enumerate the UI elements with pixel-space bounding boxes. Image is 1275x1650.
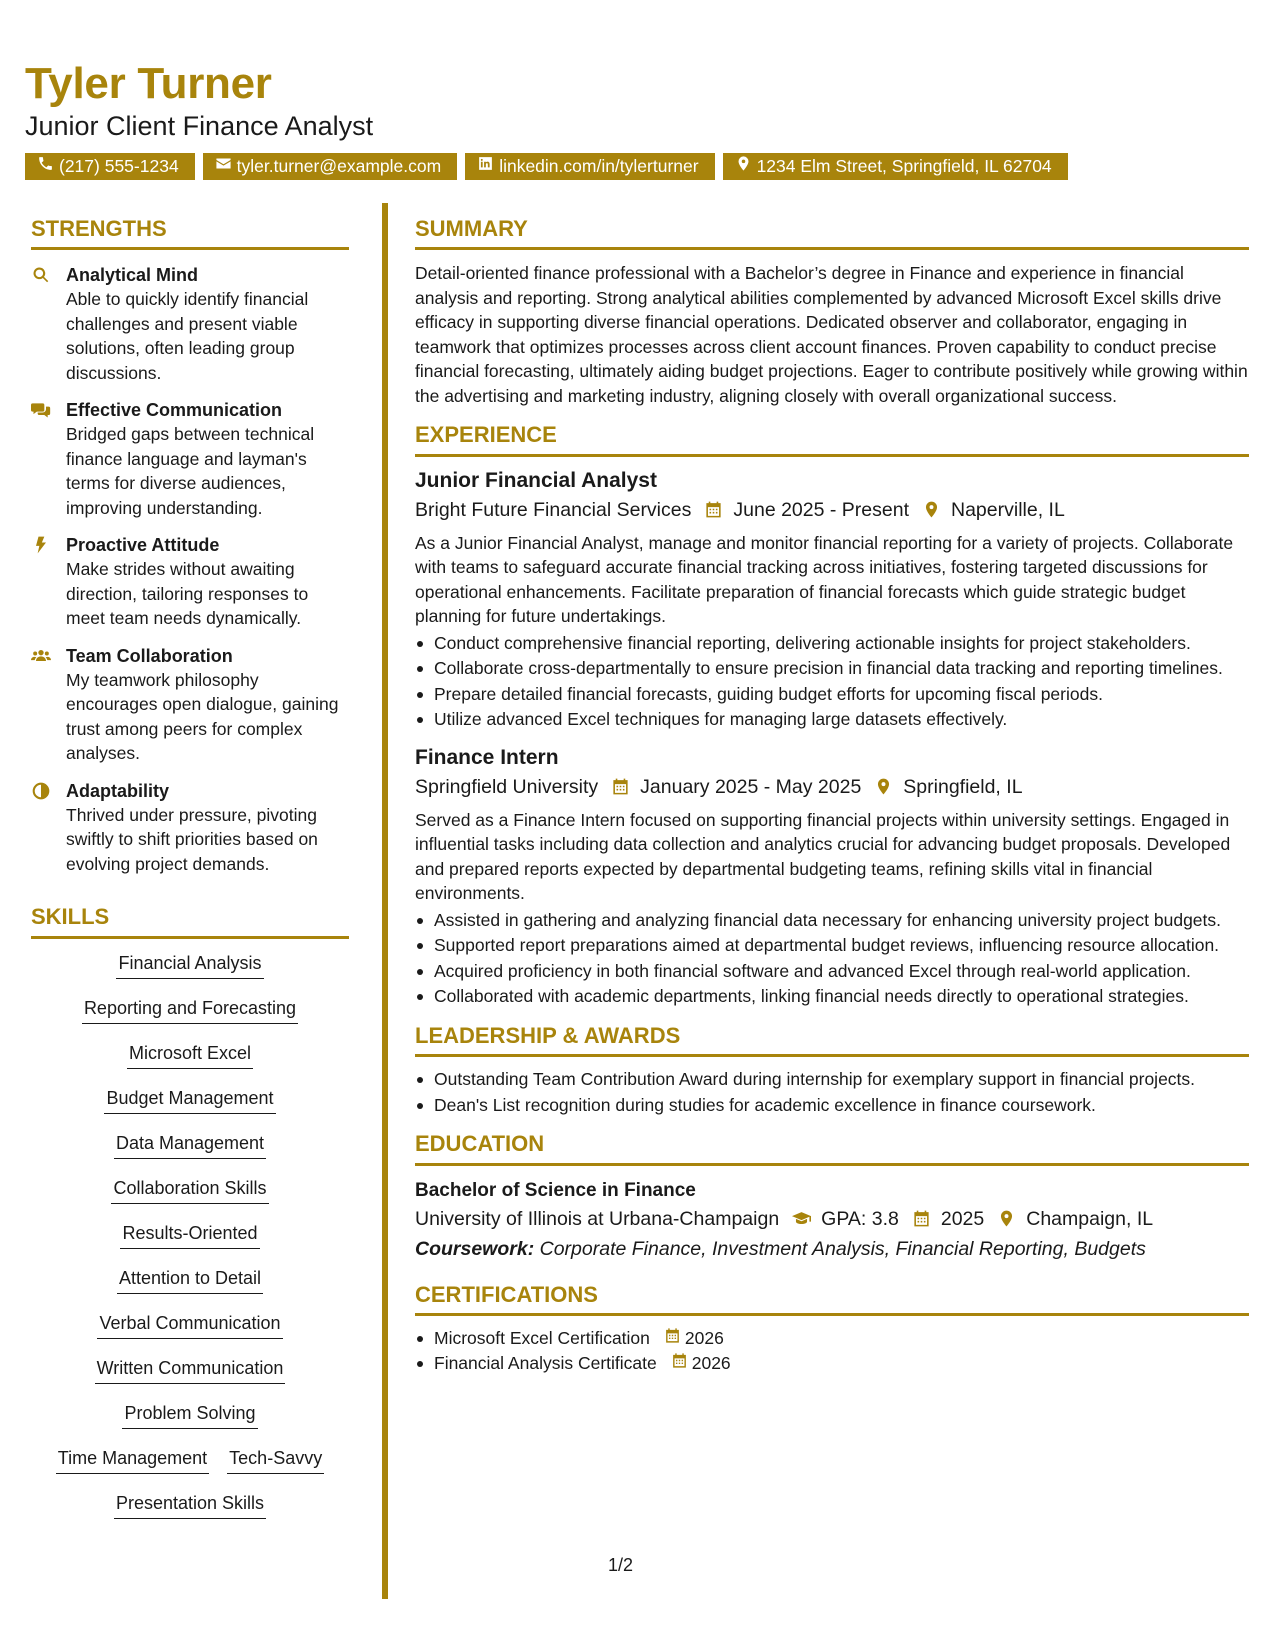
- skill-tag: Problem Solving: [122, 1401, 257, 1429]
- strengths-heading: STRENGTHS: [31, 216, 349, 250]
- cert-item: [415, 1351, 1249, 1376]
- team-users-icon: [31, 644, 53, 766]
- contact-email-text: tyler.turner@example.com: [236, 155, 442, 176]
- contact-bar: [25, 153, 1255, 180]
- job-dates: June 2025 - Present: [733, 498, 909, 521]
- strength-desc: Make strides without awaiting direction, tailoring responses to meet team needs dynamically.: [66, 559, 309, 629]
- phone-icon: [37, 155, 54, 177]
- certifications-list: [415, 1326, 1249, 1376]
- leadership-list: [415, 1067, 1249, 1117]
- experience-heading: EXPERIENCE: [415, 422, 1249, 456]
- bullet-item: Collaborate cross-departmentally to ensure precision in financial data tracking and reporting timelines.: [415, 656, 1249, 681]
- strength-desc: My teamwork philosophy encourages open dialogue, gaining trust among peers for complex analyses.: [66, 669, 339, 764]
- strength-item: [31, 263, 349, 385]
- strength-item: [31, 644, 349, 766]
- chat-bubbles-icon: [31, 398, 53, 520]
- coursework-list: Corporate Finance, Investment Analysis, Financial Reporting, Budgets: [539, 1237, 1146, 1260]
- left-column: [31, 216, 349, 1536]
- skill-tag: Collaboration Skills: [111, 1176, 268, 1204]
- leadership-heading: LEADERSHIP & AWARDS: [415, 1023, 1249, 1057]
- contact-phone-text: (217) 555-1234: [59, 155, 179, 176]
- strength-item: [31, 779, 349, 877]
- strength-title: Effective Communication: [66, 400, 283, 421]
- bullet-item: Utilize advanced Excel techniques for managing large datasets effectively.: [415, 707, 1249, 732]
- contact-linkedin[interactable]: [465, 153, 714, 180]
- contact-address[interactable]: [723, 153, 1068, 180]
- job-location: Naperville, IL: [951, 498, 1065, 521]
- bullet-item: Conduct comprehensive financial reporting, delivering actionable insights for project stakeholders.: [415, 631, 1249, 656]
- job-title: Finance Intern: [415, 745, 559, 769]
- map-pin-icon: [922, 500, 941, 519]
- job-title: Junior Financial Analyst: [415, 468, 657, 492]
- skills-heading: SKILLS: [31, 904, 349, 938]
- education-meta: [415, 1204, 1249, 1234]
- education-year: 2025: [940, 1207, 985, 1230]
- calendar-icon: [650, 1326, 685, 1351]
- skill-tag: Attention to Detail: [117, 1266, 263, 1294]
- strength-title: Adaptability: [66, 780, 170, 801]
- strength-title: Proactive Attitude: [66, 535, 220, 556]
- coursework-label: Coursework:: [415, 1237, 535, 1260]
- strength-desc: Able to quickly identify financial challenges and present viable solutions, often leading group discussions.: [66, 289, 309, 383]
- job-location: Springfield, IL: [903, 775, 1023, 798]
- lightning-bolt-icon: [31, 533, 53, 631]
- skill-tag: Written Communication: [95, 1356, 286, 1384]
- education-heading: EDUCATION: [415, 1131, 1249, 1165]
- education-coursework: [415, 1234, 1249, 1264]
- cert-item: [415, 1326, 1249, 1351]
- award-item: Outstanding Team Contribution Award during internship for exemplary support in financial projects.: [415, 1067, 1249, 1092]
- job-company: Springfield University: [415, 775, 599, 798]
- skill-tag: Presentation Skills: [114, 1491, 266, 1519]
- strength-item: [31, 398, 349, 520]
- strength-title: Team Collaboration: [66, 645, 233, 666]
- bullet-item: Acquired proficiency in both financial software and advanced Excel through real-world application.: [415, 959, 1249, 984]
- candidate-name: Tyler Turner: [25, 59, 272, 108]
- skill-tag: Data Management: [114, 1131, 266, 1159]
- magnifier-icon: [31, 263, 53, 385]
- strength-item: [31, 533, 349, 631]
- page-number: 1/2: [608, 1555, 634, 1575]
- skill-tag: Tech-Savvy: [227, 1446, 324, 1474]
- resume-header: [25, 60, 1255, 180]
- job-bullets: [415, 631, 1249, 732]
- job-meta: [415, 495, 1249, 525]
- right-column: [415, 216, 1249, 1377]
- skill-tag: Microsoft Excel: [127, 1041, 253, 1069]
- skill-tag: Budget Management: [104, 1086, 275, 1114]
- skill-tag: Time Management: [56, 1446, 209, 1474]
- job-company: Bright Future Financial Services: [415, 498, 692, 521]
- strength-desc: Bridged gaps between technical finance language and layman's terms for diverse audiences, improving understanding.: [66, 424, 315, 518]
- skill-tag: Financial Analysis: [116, 951, 263, 979]
- map-pin-icon: [997, 1209, 1016, 1228]
- education-school: University of Illinois at Urbana-Champaign: [415, 1207, 780, 1230]
- skill-tag: Reporting and Forecasting: [82, 996, 298, 1024]
- calendar-icon: [912, 1209, 931, 1228]
- summary-heading: SUMMARY: [415, 216, 1249, 250]
- linkedin-icon: [477, 155, 494, 177]
- half-circle-icon: [31, 779, 53, 877]
- bullet-item: Collaborated with academic departments, linking financial needs directly to operational strategies.: [415, 984, 1249, 1009]
- calendar-icon: [704, 500, 723, 519]
- job-dates: January 2025 - May 2025: [640, 775, 862, 798]
- cert-name: Financial Analysis Certificate: [434, 1353, 657, 1374]
- column-divider: [382, 203, 388, 1599]
- bullet-item: Assisted in gathering and analyzing financial data necessary for enhancing university project budgets.: [415, 908, 1249, 933]
- contact-phone[interactable]: [25, 153, 195, 180]
- job-entry: [415, 744, 1249, 1009]
- certifications-heading: CERTIFICATIONS: [415, 1282, 1249, 1316]
- map-pin-icon: [735, 155, 752, 177]
- cert-year: 2026: [691, 1353, 731, 1374]
- award-item: Dean's List recognition during studies for academic excellence in finance coursework.: [415, 1093, 1249, 1118]
- skill-tag: Results-Oriented: [120, 1221, 259, 1249]
- job-meta: [415, 772, 1249, 802]
- bullet-item: Supported report preparations aimed at departmental budget reviews, influencing resource allocation.: [415, 933, 1249, 958]
- contact-linkedin-text: linkedin.com/in/tylerturner: [499, 155, 699, 176]
- envelope-icon: [215, 155, 232, 177]
- strength-desc: Thrived under pressure, pivoting swiftly to shift priorities based on evolving project demands.: [66, 804, 318, 874]
- job-description: As a Junior Financial Analyst, manage and monitor financial reporting for a variety of projects. Collaborate with teams to safeguard accurate financial tracking across initiatives, fostering targeted discussions for operational enhancements. Facilitate preparation of financial forecasts which guide strategic budget planning for future undertakings.: [415, 532, 1234, 627]
- skill-tag: Verbal Communication: [97, 1311, 282, 1339]
- contact-address-text: 1234 Elm Street, Springfield, IL 62704: [756, 155, 1052, 176]
- cert-name: Microsoft Excel Certification: [434, 1327, 650, 1348]
- education-degree: Bachelor of Science in Finance: [415, 1179, 696, 1201]
- skills-list: [31, 951, 349, 1536]
- candidate-title: Junior Client Finance Analyst: [25, 111, 374, 142]
- bullet-item: Prepare detailed financial forecasts, guiding budget efforts for upcoming fiscal periods.: [415, 682, 1249, 707]
- strength-title: Analytical Mind: [66, 265, 199, 286]
- graduation-cap-icon: [792, 1209, 811, 1228]
- education-gpa: GPA: 3.8: [821, 1207, 899, 1230]
- job-description: Served as a Finance Intern focused on supporting financial projects within university settings. Engaged in influential tasks including data collection and analytics crucial for advancing budget proposals. Developed and prepared reports expected by departmental budgeting teams, refining skills vital in financial environments.: [415, 809, 1231, 904]
- job-entry: [415, 467, 1249, 732]
- map-pin-icon: [874, 777, 893, 796]
- calendar-icon: [611, 777, 630, 796]
- calendar-icon: [657, 1351, 692, 1376]
- contact-email[interactable]: [203, 153, 458, 180]
- cert-year: 2026: [684, 1327, 724, 1348]
- education-location: Champaign, IL: [1026, 1207, 1154, 1230]
- job-bullets: [415, 908, 1249, 1009]
- summary-text: Detail-oriented finance professional with a Bachelor’s degree in Finance and experience in financial analysis and reporting. Strong analytical abilities complemented by advanced Microsoft Excel skills drive efficacy in supporting diverse financial operations. Dedicated observer and collaborator, engaging in teamwork that optimizes processes across client account finances. Proven capability to conduct precise financial forecasting, ultimately aiding budget projections. Eager to contribute positively while growing within the advertising and marketing industry, aligning closely with overall organizational success.: [415, 263, 1248, 406]
